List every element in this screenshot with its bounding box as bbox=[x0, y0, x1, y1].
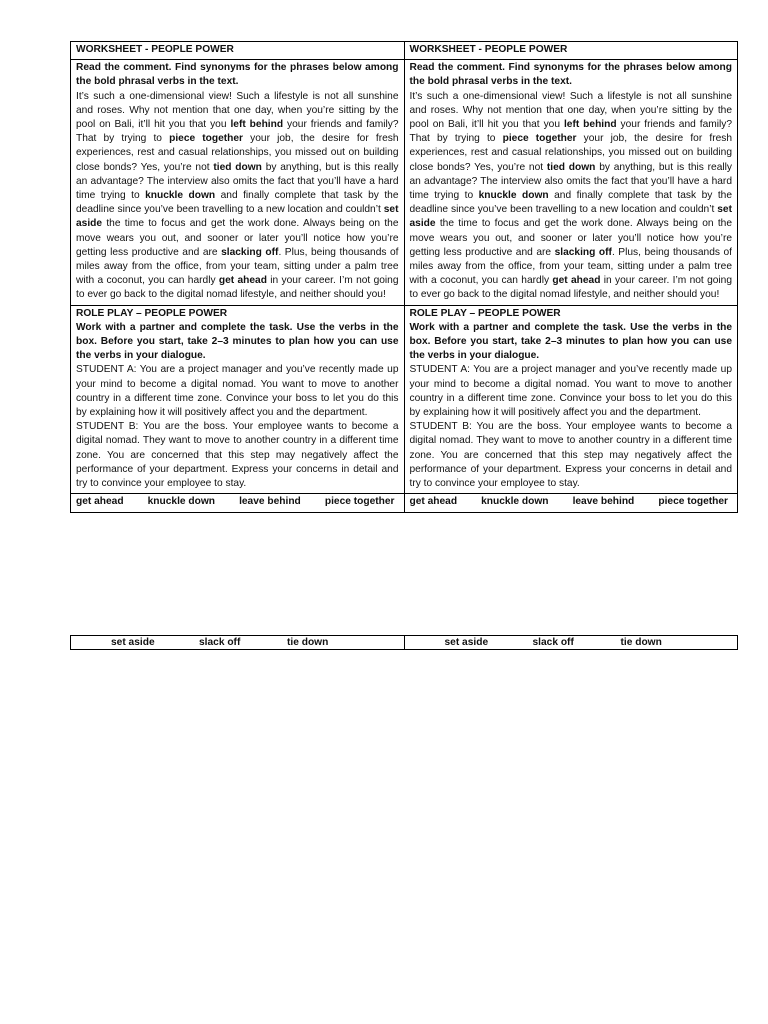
comment-text-part: by anything, but is this really an advantage? The interview also omits the fact that you’ll have a hard time trying to bbox=[76, 161, 399, 202]
student-a-text: STUDENT A: You are a project manager and you’ve recently made up your mind to become a digital nomad. You want to move to another country in a different time zone. Convince your boss to let you do this by explaining how it will positively affect you and the department. bbox=[76, 364, 399, 419]
comment-text-part: . Plus, being thousands of miles away from the office, from your team, sitting under a palm tree with a coconut, you can hardly bbox=[409, 246, 732, 287]
comment-text-part: It’s such a one-dimensional view! Such a lifestyle is not all sunshine and roses. Why not mention that one day, when you’re sitting by the pool on Bali, it’ll hit you that you bbox=[409, 90, 732, 131]
title-row bbox=[71, 42, 738, 60]
comment-text-part: by anything, but is this really an advantage? The interview also omits the fact that you’ll have a hard time trying to bbox=[409, 161, 733, 202]
verb-item: slack off bbox=[532, 637, 574, 648]
phrasal-verb: left behind bbox=[230, 119, 284, 131]
roleplay-instruction: Work with a partner and complete the task. Use the verbs in the box. Before you start, take 2–3 minutes to plan how you can use the verbs in your dialogue. bbox=[409, 321, 732, 362]
roleplay-title: ROLE PLAY – PEOPLE POWER bbox=[76, 307, 228, 319]
phrasal-verb: get ahead bbox=[552, 275, 601, 287]
phrasal-verb: left behind bbox=[563, 119, 617, 131]
verb-list bbox=[410, 495, 733, 509]
verb-list bbox=[410, 636, 733, 649]
worksheet-instruction: Read the comment. Find synonyms for the phrases below among the bold phrasal verbs in the text. bbox=[76, 62, 399, 88]
comment-text-part: and finally complete that task by the deadline since you’ve been travelling to a new location and couldn’t bbox=[409, 190, 732, 216]
comment-text bbox=[410, 90, 733, 303]
verb-item: get ahead bbox=[409, 496, 458, 508]
roleplay-cell-left bbox=[71, 305, 405, 494]
worksheet-table bbox=[70, 41, 738, 513]
comment-text-part: in your career. I’m not going to ever go back to the digital nomad lifestyle, and neither should you! bbox=[409, 275, 733, 301]
worksheet-title-right: WORKSHEET - PEOPLE POWER bbox=[404, 42, 738, 60]
verb-item: get ahead bbox=[76, 496, 124, 508]
comment-text-part: It’s such a one-dimensional view! Such a lifestyle is not all sunshine and roses. Why not mention that one day, when you’re sitting by the pool on Bali, it’ll hit you that you bbox=[76, 90, 399, 131]
student-b-text: STUDENT B: You are the boss. Your employee wants to become a digital nomad. They want to move to another country in a different time zone. You are concerned that this step may negatively affect the performance of your department. Express your concerns in detail and try to convince your employee to stay. bbox=[76, 421, 399, 490]
verb-box-2-right bbox=[404, 636, 738, 650]
verb-item: piece together bbox=[324, 496, 395, 508]
phrasal-verb: tied down bbox=[546, 161, 596, 173]
phrasal-verb: knuckle down bbox=[478, 190, 549, 202]
comment-text-part: your friends and family? That by trying to bbox=[409, 119, 733, 145]
comment-text-part: . Plus, being thousands of miles away from the office, from your team, sitting under a palm tree with a coconut, you can hardly bbox=[76, 246, 399, 287]
comment-text-part: in your career. I’m not going to ever go back to the digital nomad lifestyle, and neither should you! bbox=[76, 275, 399, 301]
verb-item: tie down bbox=[620, 637, 662, 648]
student-b-text: STUDENT B: You are the boss. Your employee wants to become a digital nomad. They want to move to another country in a different time zone. You are concerned that this step may negatively affect the performance of your department. Express your concerns in detail and try to convince your employee to stay. bbox=[409, 421, 732, 490]
comment-text-part: your job, the desire for fresh experiences, rest and casual relationships, you missed out on building close bonds? Yes, you’re not bbox=[409, 133, 733, 173]
verb-item: slack off bbox=[199, 637, 241, 648]
verb-item: set aside bbox=[111, 637, 155, 648]
verb-item: piece together bbox=[658, 496, 728, 508]
verb-box-right bbox=[404, 494, 738, 512]
verb-box-left bbox=[71, 494, 405, 512]
phrasal-verb: piece together bbox=[502, 133, 577, 145]
phrasal-verb: piece together bbox=[169, 133, 244, 145]
verb-item: knuckle down bbox=[147, 496, 215, 508]
comment-row bbox=[71, 60, 738, 305]
verb-box-row-2 bbox=[71, 636, 738, 650]
comment-text-part: the time to focus and get the work done. Always being on the move wears you out, and sooner or later you’ll notice how you’re getting less productive and are bbox=[76, 218, 399, 258]
roleplay-title: ROLE PLAY – PEOPLE POWER bbox=[409, 307, 561, 319]
student-a-text: STUDENT A: You are a project manager and you’ve recently made up your mind to become a digital nomad. You want to move to another country in a different time zone. Convince your boss to let you do this by explaining how it will positively affect you and the department. bbox=[409, 364, 732, 419]
verb-list bbox=[76, 495, 399, 509]
comment-text bbox=[76, 90, 399, 303]
roleplay-instruction: Work with a partner and complete the task. Use the verbs in the box. Before you start, take 2–3 minutes to plan how you can use the verbs in your dialogue. bbox=[76, 321, 399, 362]
comment-text-part: and finally complete that task by the deadline since you’ve been travelling to a new location and couldn’t bbox=[76, 190, 399, 216]
verb-list bbox=[76, 636, 399, 649]
worksheet-title-left: WORKSHEET - PEOPLE POWER bbox=[71, 42, 405, 60]
verb-box-row bbox=[71, 494, 738, 512]
comment-text-part: your job, the desire for fresh experiences, rest and casual relationships, you missed out on building close bonds? Yes, you’re not bbox=[76, 133, 399, 173]
verb-item: leave behind bbox=[239, 496, 301, 508]
verb-item: set aside bbox=[444, 637, 489, 648]
verb-box-continued-table bbox=[70, 635, 738, 650]
comment-cell-left bbox=[71, 60, 405, 305]
verb-item: tie down bbox=[287, 637, 329, 648]
phrasal-verb: set aside bbox=[76, 204, 399, 230]
roleplay-cell-right bbox=[404, 305, 738, 494]
phrasal-verb: get ahead bbox=[218, 275, 267, 287]
phrasal-verb: slacking off bbox=[221, 246, 279, 258]
verb-item: knuckle down bbox=[481, 496, 549, 508]
comment-text-part: the time to focus and get the work done. Always being on the move wears you out, and sooner or later you’ll notice how you’re getting less productive and are bbox=[409, 218, 732, 258]
verb-item: leave behind bbox=[572, 496, 635, 508]
roleplay-row bbox=[71, 305, 738, 494]
worksheet-instruction: Read the comment. Find synonyms for the phrases below among the bold phrasal verbs in the text. bbox=[409, 62, 732, 88]
comment-cell-right bbox=[404, 60, 738, 305]
phrasal-verb: slacking off bbox=[554, 246, 612, 258]
comment-text-part: your friends and family? That by trying to bbox=[76, 119, 399, 145]
phrasal-verb: set aside bbox=[409, 204, 732, 230]
phrasal-verb: knuckle down bbox=[145, 190, 216, 202]
verb-box-2-left bbox=[71, 636, 405, 650]
phrasal-verb: tied down bbox=[213, 161, 262, 173]
